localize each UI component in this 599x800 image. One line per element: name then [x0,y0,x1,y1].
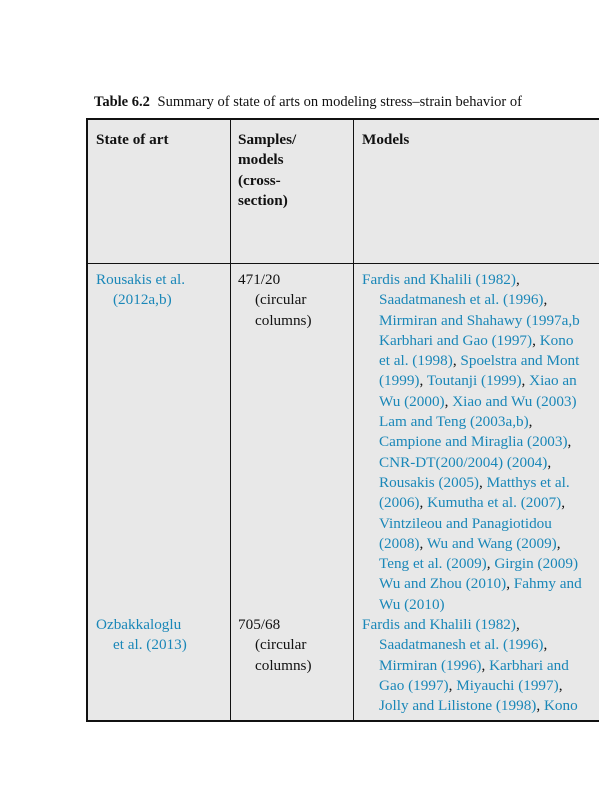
citation-link[interactable]: Vintzileou and Panagiotidou [379,514,552,532]
separator: , [515,271,520,288]
header-models: Models [362,131,410,148]
models-line [362,676,578,696]
citation-link[interactable]: Wu and Zhou (2010) [379,575,507,593]
separator: , [481,656,490,674]
column-divider [230,120,231,720]
citation-link[interactable]: Kono [539,331,574,349]
separator: , [543,636,548,654]
models-line [362,493,582,513]
samples-section: columns) [255,311,312,329]
citation-link[interactable]: Mirmiran and Shahawy (1997a,b [379,311,580,329]
citation-link[interactable]: Xiao an [529,372,577,390]
models-line [362,432,582,452]
models-line [362,574,582,594]
header-samples-line: models [238,151,284,169]
models-line [362,311,582,331]
citation-link[interactable]: (2008) [379,534,420,552]
citation-link[interactable]: Gao (1997) [379,676,449,694]
citation-link[interactable]: Wu (2000) [379,392,445,410]
table-caption [94,92,522,112]
samples-count: 705/68 [238,616,281,633]
samples-section: (circular [255,291,307,309]
citation-link[interactable]: Lam and Teng (2003a,b) [379,413,529,431]
models-line [362,696,578,716]
citation-link[interactable]: Rousakis (2005) [379,473,479,491]
citation-link[interactable]: Miyauchi (1997) [456,676,559,694]
citation-link[interactable]: Girgin (2009) [494,555,579,573]
models-line [362,290,582,310]
citation-link[interactable]: Wu (2010) [379,595,445,613]
samples-count: 471/20 [238,271,281,288]
models-line [362,656,578,676]
separator: , [452,352,461,370]
table-number: Table 6.2 [94,94,150,110]
separator: , [515,616,520,633]
header-samples [238,130,296,211]
citation-link[interactable]: Toutanji (1999) [426,372,522,390]
separator: , [448,676,457,694]
citation-link[interactable]: Kumutha et al. (2007) [427,494,562,512]
citation-link[interactable]: Jolly and Lilistone (1998) [379,697,537,715]
citation-link[interactable]: Teng et al. (2009) [379,555,487,573]
models-line [362,331,582,351]
header-samples-line: (cross- [238,171,281,189]
citation-link[interactable]: Karbhari and [489,656,569,674]
citation-link[interactable]: et al. (2013) [113,636,187,654]
citation-link[interactable]: Campione and Miraglia (2003) [379,433,568,451]
separator: , [536,697,544,715]
citation-link[interactable]: Fardis and Khalili (1982) [362,616,516,633]
separator: , [528,413,533,431]
models-line [362,635,578,655]
models-line [362,270,582,290]
citation-link[interactable]: Fardis and Khalili (1982) [362,271,516,288]
citation-link[interactable]: Xiao and Wu (2003) [452,392,577,410]
separator: , [558,676,563,694]
separator: , [419,494,428,512]
header-divider [88,263,599,264]
row1-samples [238,270,312,331]
citation-link[interactable]: (2012a,b) [113,291,172,309]
citation-link[interactable]: CNR-DT(200/2004) (2004) [379,453,548,471]
models-line [362,615,578,635]
row2-models [362,615,578,716]
models-line [362,514,582,534]
citation-link[interactable]: Wu and Wang (2009) [426,534,557,552]
models-line [362,392,582,412]
models-line [362,534,582,554]
separator: , [556,534,561,552]
citation-link[interactable]: Fahmy and [513,575,582,593]
separator: , [543,291,548,309]
column-divider [353,120,354,720]
models-line [362,595,582,615]
citation-link[interactable]: Karbhari and Gao (1997) [379,331,533,349]
separator: , [444,392,453,410]
separator: , [478,473,487,491]
separator: , [419,534,427,552]
models-line [362,351,582,371]
row2-samples [238,615,312,676]
separator: , [419,372,427,390]
summary-table [86,118,599,722]
header-state-of-art: State of art [96,131,169,148]
header-samples-line: section) [238,191,288,209]
separator: , [521,372,530,390]
models-line [362,473,582,493]
samples-section: columns) [255,656,312,674]
citation-link[interactable]: Kono [543,697,578,715]
separator: , [532,331,540,349]
citation-link[interactable]: Rousakis et al. [96,271,186,288]
row1-models [362,270,582,615]
samples-section: (circular [255,636,307,654]
citation-link[interactable]: Ozbakkaloglu [96,616,182,633]
citation-link[interactable]: (2006) [379,494,420,512]
row1-state-of-art[interactable] [96,270,185,311]
separator: , [567,433,572,451]
citation-link[interactable]: Saadatmanesh et al. (1996) [379,636,544,654]
separator: , [486,555,495,573]
citation-link[interactable]: Mirmiran (1996) [379,656,482,674]
separator: , [506,575,514,593]
separator: , [547,453,552,471]
models-line [362,554,582,574]
table-title: Summary of state of arts on modeling stress–strain behavior of [157,94,522,110]
row2-state-of-art[interactable] [96,615,187,656]
citation-link[interactable]: Saadatmanesh et al. (1996) [379,291,544,309]
separator: , [561,494,566,512]
models-line [362,371,582,391]
models-line [362,412,582,432]
citation-link[interactable]: et al. (1998) [379,352,453,370]
models-line [362,453,582,473]
citation-link[interactable]: Spoelstra and Mont [460,352,580,370]
citation-link[interactable]: Matthys et al. [486,473,570,491]
citation-link[interactable]: (1999) [379,372,420,390]
header-samples-line: Samples/ [238,131,297,148]
